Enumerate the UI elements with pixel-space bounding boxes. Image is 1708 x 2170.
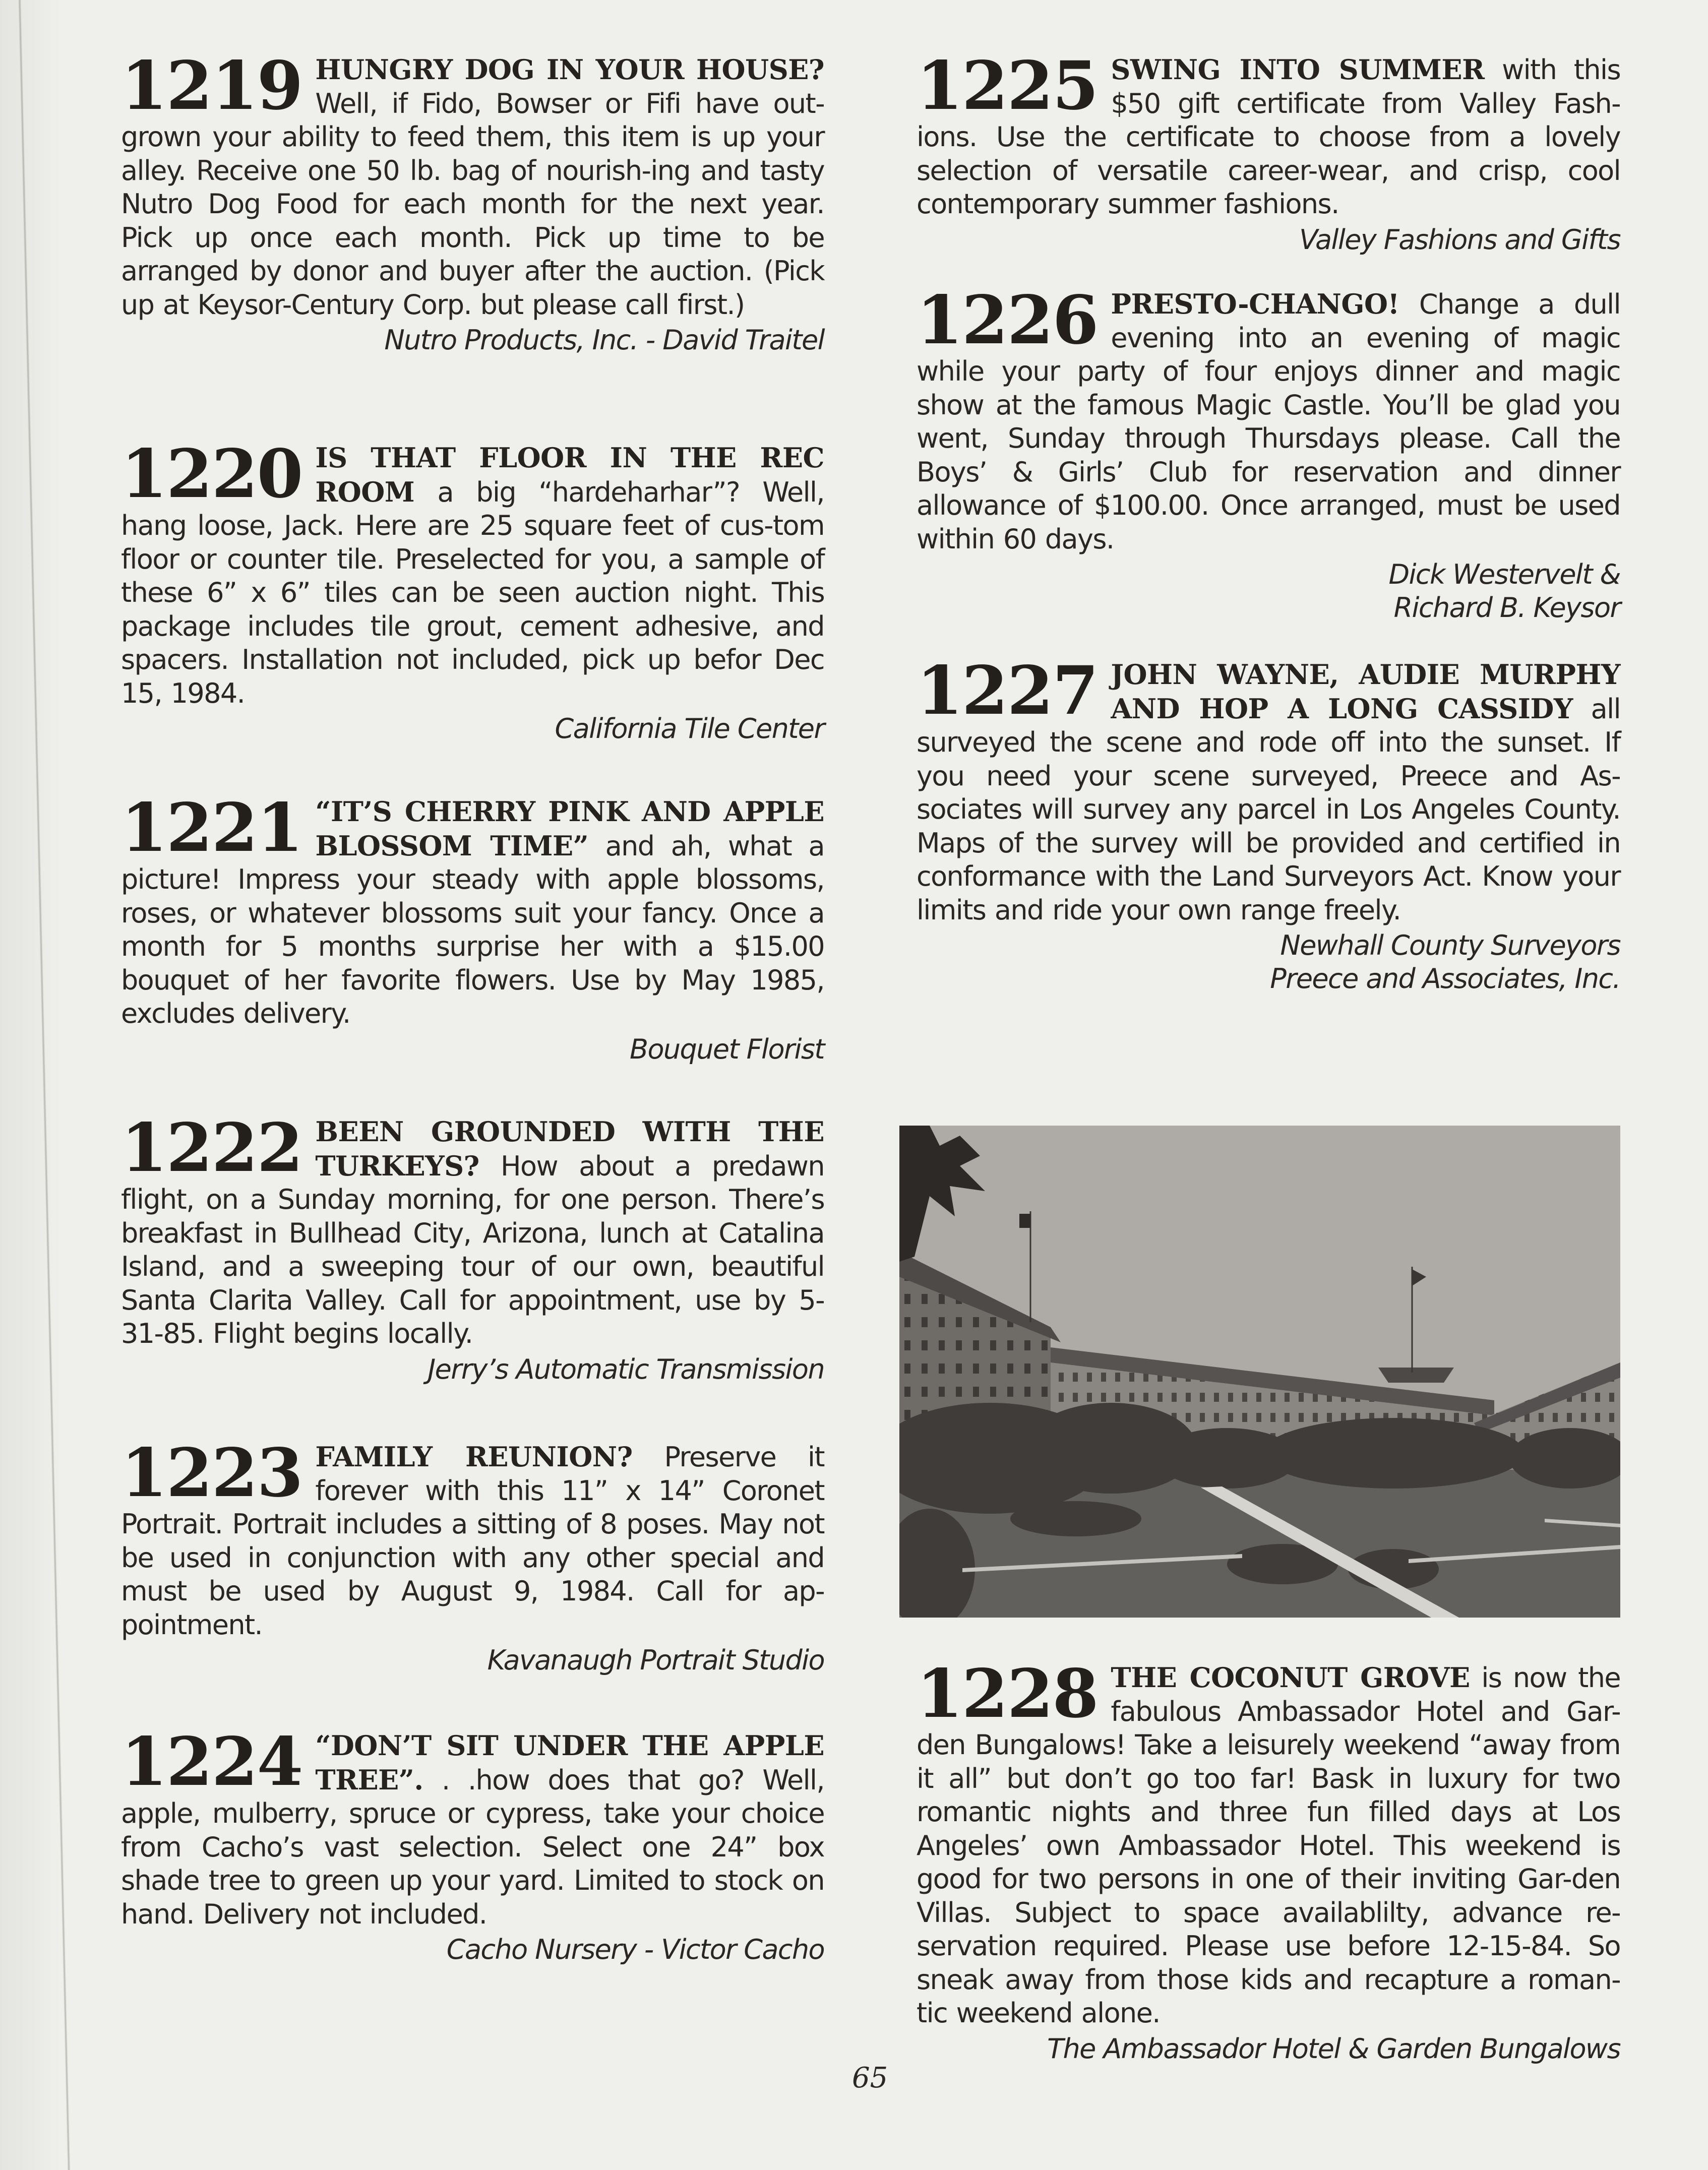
donor-line: Jerry’s Automatic Transmission [428,1353,824,1385]
item-number: 1221 [121,789,302,867]
donor-line: Cacho Nursery - Victor Cacho [446,1934,824,1965]
auction-item-1219 [121,47,824,357]
item-donor-credit [917,223,1620,257]
lawn [899,1599,1620,1618]
donor-line: Preece and Associates, Inc. [1270,963,1620,995]
item-number: 1222 [121,1109,302,1187]
auction-item-1222 [121,1109,824,1386]
item-number: 1220 [121,435,302,513]
item-body-text: Preserve it forever with this 11” x 14” Coronet Portrait. Portrait includes a sitting of 8 poses. May not be used in conjunction with any other special and must be used by August 9, 1984. Call for ap-pointment. [121,1441,824,1641]
item-donor-credit [121,1644,824,1677]
item-number: 1219 [121,47,302,125]
item-number: 1223 [121,1434,302,1512]
flag [1019,1214,1030,1228]
item-donor-credit [121,324,824,357]
page-number: 65 [852,2062,888,2094]
hotel-photograph [899,1126,1620,1618]
donor-line: California Tile Center [555,713,824,745]
item-body-text: . .how does that go? Well, apple, mulberry, spruce or cypress, take your choice from Cacho’s vast selection. Select one 24” box shade tree to green up your yard. Limited to stock on hand. Delivery not included. [121,1764,824,1930]
item-donor-credit [121,1353,824,1386]
item-number: 1225 [917,47,1098,125]
item-headline: JOHN WAYNE, AUDIE MURPHY AND HOP A LONG CASSIDY [1111,658,1620,725]
donor-line: Newhall County Surveyors [1280,929,1620,961]
donor-line: Bouquet Florist [630,1033,824,1065]
item-headline: THE COCONUT GROVE [1111,1661,1470,1694]
item-headline: FAMILY REUNION? [315,1441,633,1473]
auction-item-1220 [121,435,824,746]
auction-item-1223 [121,1434,824,1677]
auction-item-1227 [917,652,1620,996]
item-headline: SWING INTO SUMMER [1111,53,1485,86]
donor-line: Dick Westervelt & [1388,559,1620,590]
item-body-text: is now the fabulous Ambassador Hotel and Gar-den Bungalows! Take a leisurely weekend “away from it all” but don’t go too far! Bask in luxury for two romantic nights and three fun filled days at Los Angeles’ own Ambassador Hotel. This weekend is good for two persons in one of their inviting Gar-den Villas. Subject to space availablilty, advance re-servation required. Please use before 12-15-84. So sneak away from those kids and recapture a roman-tic weekend alone. [917,1662,1620,2029]
donor-line: The Ambassador Hotel & Garden Bungalows [1047,2032,1620,2065]
item-headline: “IT’S CHERRY PINK AND APPLE BLOSSOM TIME” [315,795,824,862]
item-body-text: Well, if Fido, Bowser or Fifi have out-grown your ability to feed them, this item is up your alley. Receive one 50 lb. bag of nourish-ing and tasty Nutro Dog Food for each month for the next year. Pick up once each month. Pick up time to be arranged by donor and buyer after the auction. (Pick up at Keysor-Century Corp. but please call first.) [121,87,824,321]
item-headline: IS THAT FLOOR IN THE REC ROOM [315,442,824,508]
item-headline: BEEN GROUNDED WITH THE TURKEYS? [315,1115,824,1182]
donor-line: Richard B. Keysor [1393,592,1620,624]
auction-item-1226 [917,281,1620,625]
binding-crease [18,0,71,2170]
hotel-photo-image [899,1126,1620,1618]
item-number: 1226 [917,281,1098,359]
auction-item-1224 [121,1723,824,1966]
item-body-text: with this $50 gift certificate from Valley Fash-ions. Use the certificate to choose from a lovely selection of versatile career-wear, and crisp, cool contemporary summer fashions. [917,54,1620,220]
donor-line: Kavanaugh Portrait Studio [487,1644,824,1676]
item-body-text: and ah, what a picture! Impress your steady with apple blossoms, roses, or whatever blossoms suit your fancy. Once a month for 5 months surprise her with a $15.00 bouquet of her favorite flowers. Use by May 1985, excludes delivery. [121,830,824,1029]
item-donor-credit [121,1933,824,1966]
item-body-text: How about a predawn flight, on a Sunday morning, for one person. There’s breakfast in Bullhead City, Arizona, lunch at Catalina Island, and a sweeping tour of our own, beautiful Santa Clarita Valley. Call for appointment, use by 5-31-85. Flight begins locally. [121,1150,824,1349]
item-donor-credit [121,1033,824,1066]
item-donor-credit [917,2032,1620,2066]
item-body-text: a big “hardeharhar”? Well, hang loose, Jack. Here are 25 square feet of cus-tom floor or counter tile. Preselected for you, a sample of these 6” x 6” tiles can be seen auction night. This package includes tile grout, cement adhesive, and spacers. Installation not included, pick up befor Dec 15, 1984. [121,476,824,709]
item-donor-credit [121,712,824,746]
item-number: 1228 [917,1655,1098,1733]
item-headline: HUNGRY DOG IN YOUR HOUSE? [315,53,824,86]
item-headline: “DON’T SIT UNDER THE APPLE TREE”. [315,1729,824,1796]
item-headline: PRESTO-CHANGO! [1111,288,1399,320]
donor-line: Valley Fashions and Gifts [1299,223,1620,256]
auction-item-1228 [917,1655,1620,2066]
item-body-text: all surveyed the scene and rode off into the sunset. If you need your scene surveyed, Preece and As-sociates will survey any parcel in Los Angeles County. Maps of the survey will be provided and certified in conformance with the Land Surveyors Act. Know your limits and ride your own range freely. [917,693,1620,926]
item-body-text: Change a dull evening into an evening of magic while your party of four enjoys dinner and magic show at the famous Magic Castle. You’ll be glad you went, Sunday through Thursdays please. Call the Boys’ & Girls’ Club for reservation and dinner allowance of $100.00. Once arranged, must be used within 60 days. [917,288,1620,555]
auction-item-1225 [917,47,1620,257]
item-donor-credit [917,558,1620,625]
auction-item-1221 [121,789,824,1066]
item-donor-credit [917,929,1620,996]
item-number: 1227 [917,652,1098,730]
donor-line: Nutro Products, Inc. - David Traitel [384,324,824,356]
item-number: 1224 [121,1723,302,1801]
page-binding-shadow [0,0,60,2170]
